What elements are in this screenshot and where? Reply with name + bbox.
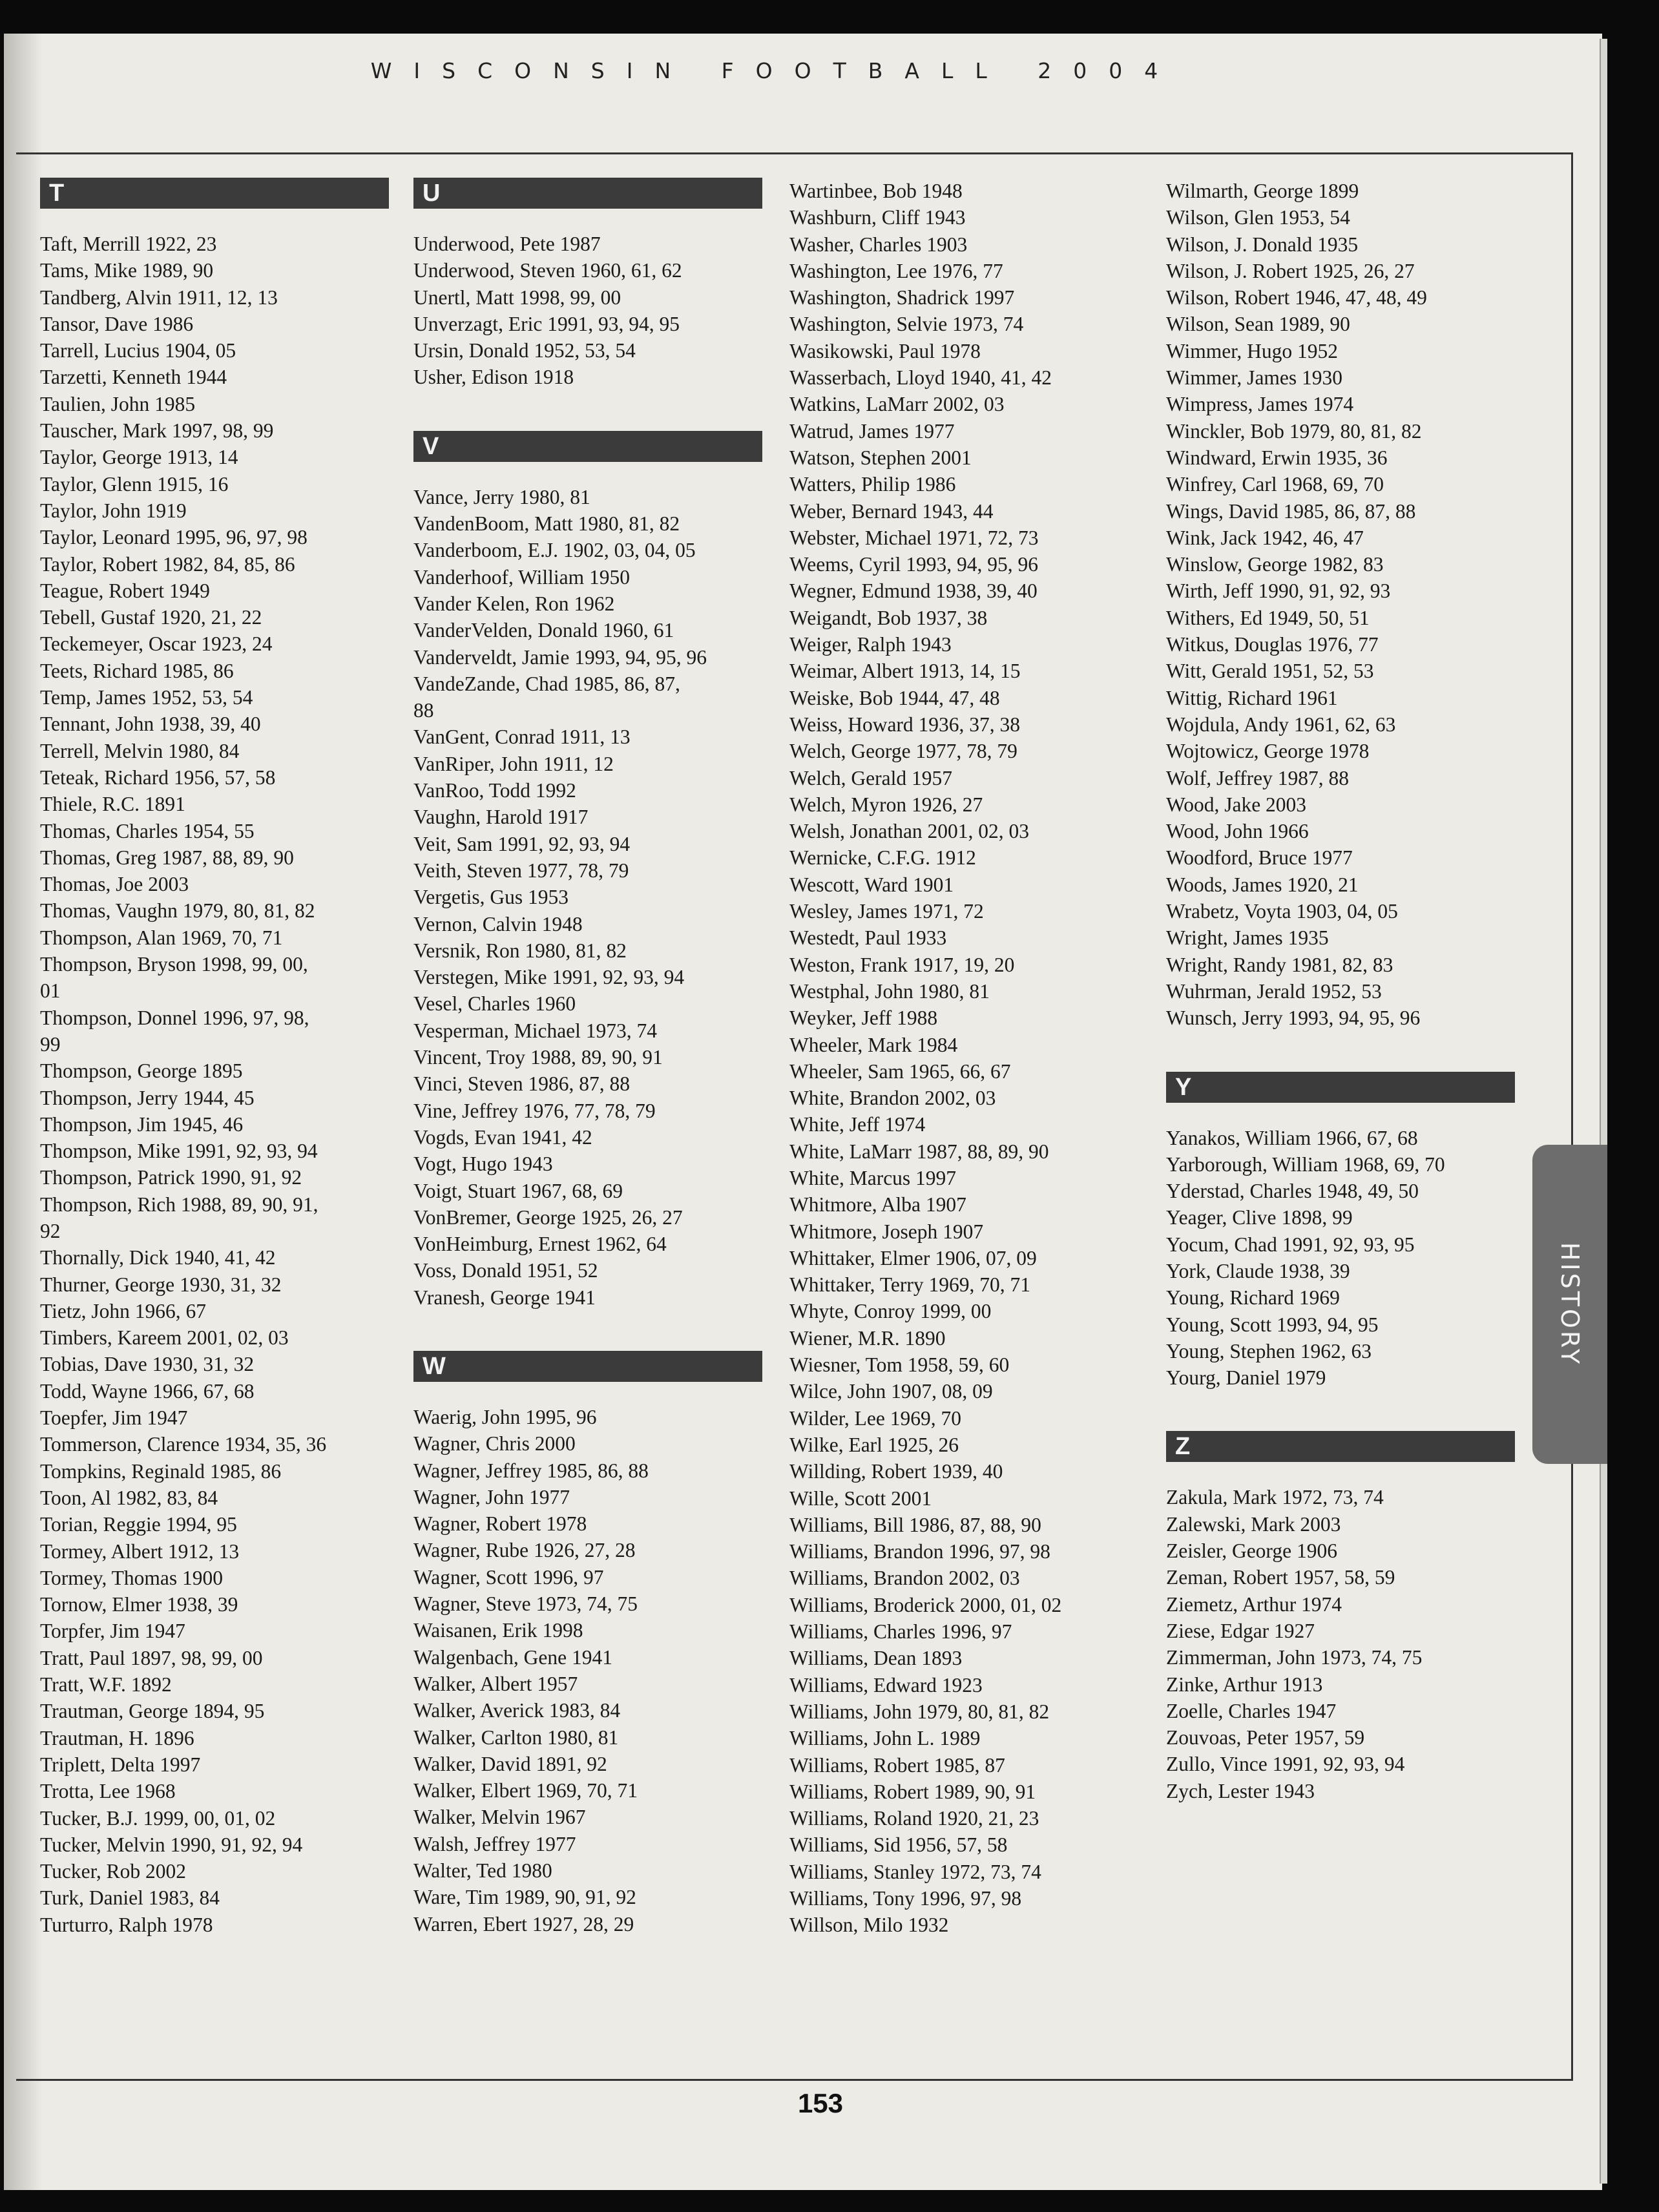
bottom-rule: [16, 2079, 1573, 2081]
roster-entry: Vesel, Charles 1960: [413, 992, 576, 1016]
roster-entry: Wagner, Chris 2000: [413, 1432, 576, 1456]
roster-entry: Williams, Brandon 2002, 03: [789, 1567, 1020, 1590]
roster-entry: Toon, Al 1982, 83, 84: [40, 1486, 218, 1509]
roster-entry: Thomas, Greg 1987, 88, 89, 90: [40, 846, 294, 869]
roster-entry: Williams, Tony 1996, 97, 98: [789, 1887, 1022, 1910]
roster-entry: Weigandt, Bob 1937, 38: [789, 606, 988, 629]
roster-entry: Watson, Stephen 2001: [789, 446, 972, 469]
roster-entry: Wille, Scott 2001: [789, 1487, 932, 1510]
roster-entry: Taylor, Robert 1982, 84, 85, 86: [40, 552, 295, 576]
roster-entry: Weston, Frank 1917, 19, 20: [789, 953, 1015, 976]
roster-entry: Witkus, Douglas 1976, 77: [1166, 633, 1379, 656]
roster-entry: Walter, Ted 1980: [413, 1859, 552, 1883]
column-1: [40, 178, 389, 1938]
roster-entry: VanRiper, John 1911, 12: [413, 752, 614, 775]
roster-entry: Weiger, Ralph 1943: [789, 633, 952, 656]
roster-entry: Thomas, Joe 2003: [40, 873, 189, 896]
roster-entry: Tansor, Dave 1986: [40, 312, 194, 335]
roster-entry: Ursin, Donald 1952, 53, 54: [413, 339, 636, 362]
roster-entry: Terrell, Melvin 1980, 84: [40, 739, 240, 762]
roster-entry: Wuhrman, Jerald 1952, 53: [1166, 979, 1382, 1003]
roster-entry: Young, Stephen 1962, 63: [1166, 1339, 1372, 1362]
roster-entry: VandeZande, Chad 1985, 86, 87,: [413, 672, 680, 695]
roster-entry: Whyte, Conroy 1999, 00: [789, 1300, 992, 1323]
roster-entry: Taulien, John 1985: [40, 392, 196, 415]
roster-entry: Washington, Shadrick 1997: [789, 286, 1015, 309]
roster-entry: Williams, Robert 1985, 87: [789, 1753, 1005, 1777]
roster-entry: Zeisler, George 1906: [1166, 1539, 1337, 1563]
roster-entry: Wilson, Robert 1946, 47, 48, 49: [1166, 286, 1427, 309]
top-rule: [16, 152, 1573, 154]
roster-entry: Webster, Michael 1971, 72, 73: [789, 526, 1039, 549]
roster-entry: Vaughn, Harold 1917: [413, 806, 589, 829]
roster-entry: Yocum, Chad 1991, 92, 93, 95: [1166, 1233, 1415, 1256]
roster-entry: Vanderveldt, Jamie 1993, 94, 95, 96: [413, 645, 707, 669]
roster-entry: Wernicke, C.F.G. 1912: [789, 846, 976, 870]
roster-entry: Whittaker, Terry 1969, 70, 71: [789, 1273, 1030, 1297]
roster-entry: Turk, Daniel 1983, 84: [40, 1886, 220, 1910]
running-head: WISCONSIN FOOTBALL 2004: [370, 58, 1180, 83]
roster-entry: Thompson, Jerry 1944, 45: [40, 1086, 255, 1109]
roster-entry: Wilder, Lee 1969, 70: [789, 1406, 962, 1430]
roster-entry: Weiske, Bob 1944, 47, 48: [789, 686, 1000, 709]
roster-entry: Unverzagt, Eric 1991, 93, 94, 95: [413, 312, 680, 335]
roster-entry: VonHeimburg, Ernest 1962, 64: [413, 1233, 667, 1256]
roster-entry: Underwood, Pete 1987: [413, 233, 601, 255]
roster-entry: Usher, Edison 1918: [413, 366, 574, 389]
roster-entry: Williams, Bill 1986, 87, 88, 90: [789, 1513, 1041, 1536]
roster-entry: Waisanen, Erik 1998: [413, 1619, 583, 1642]
roster-entry: Teckemeyer, Oscar 1923, 24: [40, 632, 273, 656]
roster-entry: Tarrell, Lucius 1904, 05: [40, 339, 236, 362]
roster-entry: Yourg, Daniel 1979: [1166, 1366, 1326, 1390]
roster-entry: Thompson, George 1895: [40, 1059, 243, 1083]
section-header-w: W: [413, 1351, 762, 1382]
roster-entry: Triplett, Delta 1997: [40, 1753, 201, 1776]
name-list-w-part-1: [413, 1404, 762, 1937]
roster-entry: Welch, Myron 1926, 27: [789, 793, 983, 816]
roster-entry: Thompson, Mike 1991, 92, 93, 94: [40, 1140, 318, 1163]
roster-entry: Vergetis, Gus 1953: [413, 886, 569, 909]
roster-entry: Zakula, Mark 1972, 73, 74: [1166, 1486, 1384, 1509]
roster-entry: Weber, Bernard 1943, 44: [789, 499, 994, 523]
roster-entry: Wagner, Rube 1926, 27, 28: [413, 1539, 636, 1562]
roster-entry: Tietz, John 1966, 67: [40, 1299, 206, 1322]
roster-entry: Wilson, J. Donald 1935: [1166, 233, 1359, 256]
roster-entry: Tauscher, Mark 1997, 98, 99: [40, 419, 274, 443]
roster-entry: Tornow, Elmer 1938, 39: [40, 1593, 238, 1616]
roster-entry: Vesperman, Michael 1973, 74: [413, 1019, 658, 1042]
roster-entry: Wright, James 1935: [1166, 926, 1329, 950]
roster-entry: Wilson, J. Robert 1925, 26, 27: [1166, 259, 1415, 282]
column-4: [1166, 178, 1515, 1804]
roster-entry: Thiele, R.C. 1891: [40, 793, 185, 816]
roster-entry: Torpfer, Jim 1947: [40, 1620, 185, 1643]
roster-entry: Tratt, W.F. 1892: [40, 1673, 172, 1696]
roster-entry: Wagner, John 1977: [413, 1485, 570, 1508]
name-list-w-part-3: [1166, 178, 1515, 1032]
roster-entry: Wilke, Earl 1925, 26: [789, 1433, 959, 1456]
roster-entry: Wunsch, Jerry 1993, 94, 95, 96: [1166, 1007, 1421, 1030]
roster-entry: Temp, James 1952, 53, 54: [40, 686, 253, 709]
section-header-v: V: [413, 431, 762, 462]
roster-entry: VandenBoom, Matt 1980, 81, 82: [413, 512, 680, 536]
roster-entry: Williams, Dean 1893: [789, 1647, 963, 1670]
roster-entry: Yanakos, William 1966, 67, 68: [1166, 1126, 1418, 1149]
roster-entry: Wilson, Glen 1953, 54: [1166, 206, 1350, 229]
roster-entry: Washburn, Cliff 1943: [789, 206, 966, 229]
roster-entry: Wimpress, James 1974: [1166, 393, 1354, 416]
roster-entry: Wimmer, James 1930: [1166, 366, 1343, 390]
roster-entry: Walgenbach, Gene 1941: [413, 1645, 612, 1669]
roster-entry: Versnik, Ron 1980, 81, 82: [413, 939, 627, 962]
roster-entry: Weyker, Jeff 1988: [789, 1007, 938, 1030]
name-list-t: [40, 231, 389, 1938]
roster-entry: Wood, John 1966: [1166, 820, 1309, 843]
roster-entry: Vanderboom, E.J. 1902, 03, 04, 05: [413, 539, 696, 562]
roster-entry: Welch, George 1977, 78, 79: [789, 740, 1017, 763]
roster-entry: Wescott, Ward 1901: [789, 873, 954, 896]
roster-entry: Wheeler, Sam 1965, 66, 67: [789, 1059, 1011, 1083]
roster-entry: Washington, Selvie 1973, 74: [789, 313, 1024, 336]
roster-entry: Thompson, Rich 1988, 89, 90, 91,: [40, 1193, 318, 1216]
roster-entry: Thomas, Vaughn 1979, 80, 81, 82: [40, 899, 315, 923]
roster-entry: Young, Richard 1969: [1166, 1286, 1340, 1309]
roster-entry: VonBremer, George 1925, 26, 27: [413, 1205, 683, 1229]
roster-entry: Witt, Gerald 1951, 52, 53: [1166, 660, 1374, 683]
roster-entry: Whitmore, Joseph 1907: [789, 1220, 984, 1243]
roster-entry: 92: [40, 1219, 61, 1242]
name-list-z: [1166, 1484, 1515, 1804]
roster-entry: Vander Kelen, Ron 1962: [413, 592, 615, 615]
roster-entry: Wolf, Jeffrey 1987, 88: [1166, 766, 1349, 789]
roster-entry: Wrabetz, Voyta 1903, 04, 05: [1166, 900, 1398, 923]
roster-entry: Zouvoas, Peter 1957, 59: [1166, 1726, 1365, 1749]
roster-entry: Thompson, Alan 1969, 70, 71: [40, 926, 283, 949]
roster-entry: Wilmarth, George 1899: [1166, 180, 1359, 202]
roster-entry: Young, Scott 1993, 94, 95: [1166, 1313, 1379, 1336]
roster-entry: Tompkins, Reginald 1985, 86: [40, 1459, 282, 1483]
roster-entry: Taylor, John 1919: [40, 499, 187, 522]
roster-entry: White, Jeff 1974: [789, 1113, 926, 1136]
roster-entry: Vance, Jerry 1980, 81: [413, 485, 590, 508]
roster-entry: Toepfer, Jim 1947: [40, 1406, 188, 1430]
roster-entry: Tormey, Albert 1912, 13: [40, 1539, 240, 1563]
section-header-t: T: [40, 178, 389, 209]
roster-entry: Taylor, George 1913, 14: [40, 446, 238, 469]
roster-entry: Whitmore, Alba 1907: [789, 1193, 966, 1216]
roster-entry: Teague, Robert 1949: [40, 579, 210, 602]
roster-entry: Wiesner, Tom 1958, 59, 60: [789, 1353, 1010, 1377]
roster-entry: Waerig, John 1995, 96: [413, 1405, 597, 1428]
roster-entry: Trotta, Lee 1968: [40, 1780, 176, 1803]
roster-entry: Vogt, Hugo 1943: [413, 1153, 553, 1176]
roster-entry: Welsh, Jonathan 2001, 02, 03: [789, 820, 1030, 843]
roster-entry: Williams, Roland 1920, 21, 23: [789, 1807, 1039, 1830]
roster-entry: Taylor, Glenn 1915, 16: [40, 472, 229, 496]
roster-entry: Washington, Lee 1976, 77: [789, 259, 1003, 282]
roster-entry: Woods, James 1920, 21: [1166, 873, 1359, 896]
roster-entry: 99: [40, 1032, 61, 1056]
roster-entry: Vranesh, George 1941: [413, 1286, 596, 1309]
roster-entry: Vine, Jeffrey 1976, 77, 78, 79: [413, 1099, 656, 1122]
roster-entry: Walker, Averick 1983, 84: [413, 1699, 621, 1722]
roster-entry: Wheeler, Mark 1984: [789, 1033, 958, 1056]
roster-entry: Ware, Tim 1989, 90, 91, 92: [413, 1886, 636, 1909]
roster-entry: Watters, Philip 1986: [789, 473, 956, 496]
roster-entry: Vanderhoof, William 1950: [413, 565, 630, 589]
roster-entry: Tormey, Thomas 1900: [40, 1566, 224, 1589]
roster-entry: White, Brandon 2002, 03: [789, 1087, 996, 1110]
roster-entry: Tobias, Dave 1930, 31, 32: [40, 1353, 255, 1376]
roster-entry: Tucker, B.J. 1999, 00, 01, 02: [40, 1806, 276, 1830]
roster-entry: Yarborough, William 1968, 69, 70: [1166, 1153, 1445, 1176]
roster-entry: Wagner, Steve 1973, 74, 75: [413, 1592, 638, 1616]
roster-entry: York, Claude 1938, 39: [1166, 1259, 1350, 1282]
roster-entry: Zalewski, Mark 2003: [1166, 1512, 1341, 1536]
roster-entry: Warren, Ebert 1927, 28, 29: [413, 1912, 634, 1936]
roster-entry: Zoelle, Charles 1947: [1166, 1699, 1337, 1722]
roster-entry: Wilson, Sean 1989, 90: [1166, 313, 1350, 336]
name-list-u: [413, 231, 762, 391]
roster-entry: Wagner, Scott 1996, 97: [413, 1565, 604, 1589]
roster-entry: Tucker, Melvin 1990, 91, 92, 94: [40, 1833, 303, 1856]
section-header-z: Z: [1166, 1431, 1515, 1462]
roster-entry: Willding, Robert 1939, 40: [789, 1460, 1003, 1483]
roster-entry: Torian, Reggie 1994, 95: [40, 1513, 237, 1536]
roster-entry: Thompson, Donnel 1996, 97, 98,: [40, 1006, 309, 1029]
column-3: [789, 178, 1138, 1939]
roster-entry: Westedt, Paul 1933: [789, 926, 947, 950]
roster-entry: Whittaker, Elmer 1906, 07, 09: [789, 1246, 1037, 1269]
roster-entry: Woodford, Bruce 1977: [1166, 846, 1353, 870]
roster-entry: VanRoo, Todd 1992: [413, 779, 576, 802]
roster-entry: Zeman, Robert 1957, 58, 59: [1166, 1566, 1395, 1589]
right-rule: [1571, 152, 1573, 2081]
roster-entry: VanderVelden, Donald 1960, 61: [413, 619, 674, 642]
column-2: [413, 178, 762, 1937]
roster-entry: Unertl, Matt 1998, 99, 00: [413, 286, 621, 309]
roster-entry: Walsh, Jeffrey 1977: [413, 1832, 576, 1855]
section-header-y: Y: [1166, 1072, 1515, 1103]
roster-entry: Veith, Steven 1977, 78, 79: [413, 859, 629, 882]
roster-entry: Williams, John L. 1989: [789, 1727, 981, 1750]
roster-entry: 88: [413, 699, 434, 722]
roster-entry: Wasikowski, Paul 1978: [789, 339, 981, 362]
roster-entry: Thompson, Patrick 1990, 91, 92: [40, 1166, 302, 1189]
roster-entry: Turturro, Ralph 1978: [40, 1913, 213, 1936]
roster-entry: Tandberg, Alvin 1911, 12, 13: [40, 286, 278, 309]
roster-entry: Taylor, Leonard 1995, 96, 97, 98: [40, 526, 308, 549]
roster-entry: 01: [40, 979, 61, 1003]
roster-entry: Williams, Sid 1956, 57, 58: [789, 1833, 1008, 1857]
roster-entry: Zych, Lester 1943: [1166, 1779, 1315, 1802]
roster-entry: Wagner, Robert 1978: [413, 1512, 587, 1536]
roster-entry: White, Marcus 1997: [789, 1166, 957, 1189]
roster-entry: Wasserbach, Lloyd 1940, 41, 42: [789, 366, 1052, 390]
roster-entry: Wegner, Edmund 1938, 39, 40: [789, 579, 1038, 603]
roster-entry: Willson, Milo 1932: [789, 1914, 949, 1937]
name-list-v: [413, 484, 762, 1311]
roster-entry: Williams, Brandon 1996, 97, 98: [789, 1540, 1050, 1563]
roster-entry: Thompson, Jim 1945, 46: [40, 1112, 244, 1136]
roster-entry: Wright, Randy 1981, 82, 83: [1166, 953, 1393, 976]
roster-entry: Veit, Sam 1991, 92, 93, 94: [413, 832, 631, 855]
roster-entry: Weiss, Howard 1936, 37, 38: [789, 713, 1021, 736]
page-gutter-shadow: [4, 34, 43, 2190]
roster-entry: Walker, David 1891, 92: [413, 1752, 607, 1775]
name-list-y: [1166, 1125, 1515, 1392]
roster-entry: Zimmerman, John 1973, 74, 75: [1166, 1646, 1423, 1669]
roster-entry: Wimmer, Hugo 1952: [1166, 339, 1339, 362]
roster-entry: Yderstad, Charles 1948, 49, 50: [1166, 1180, 1419, 1203]
roster-entry: Voigt, Stuart 1967, 68, 69: [413, 1179, 623, 1202]
roster-entry: Trautman, George 1894, 95: [40, 1700, 265, 1723]
history-section-tab: [1532, 1145, 1607, 1464]
roster-entry: Thomas, Charles 1954, 55: [40, 819, 255, 842]
roster-entry: Vincent, Troy 1988, 89, 90, 91: [413, 1046, 663, 1069]
roster-entry: Weems, Cyril 1993, 94, 95, 96: [789, 553, 1039, 576]
roster-entry: VanGent, Conrad 1911, 13: [413, 725, 631, 749]
roster-entry: Ziese, Edgar 1927: [1166, 1619, 1315, 1642]
roster-entry: Williams, Stanley 1972, 73, 74: [789, 1860, 1041, 1883]
roster-entry: Washer, Charles 1903: [789, 233, 968, 256]
roster-entry: Withers, Ed 1949, 50, 51: [1166, 606, 1370, 629]
roster-entry: Watkins, LaMarr 2002, 03: [789, 393, 1005, 416]
roster-entry: Westphal, John 1980, 81: [789, 979, 990, 1003]
name-list-w-part-2: [789, 178, 1138, 1939]
roster-entry: Teets, Richard 1985, 86: [40, 659, 234, 682]
page-edge: [1600, 39, 1607, 2184]
roster-entry: Thompson, Bryson 1998, 99, 00,: [40, 953, 308, 976]
roster-entry: Zinke, Arthur 1913: [1166, 1673, 1323, 1696]
roster-entry: Verstegen, Mike 1991, 92, 93, 94: [413, 966, 685, 989]
roster-entry: Tratt, Paul 1897, 98, 99, 00: [40, 1646, 263, 1669]
history-tab-label: HISTORY: [1556, 1242, 1584, 1367]
roster-entry: Winckler, Bob 1979, 80, 81, 82: [1166, 419, 1422, 443]
roster-entry: Tams, Mike 1989, 90: [40, 259, 214, 282]
roster-entry: Williams, John 1979, 80, 81, 82: [789, 1700, 1050, 1723]
roster-entry: Wittig, Richard 1961: [1166, 686, 1338, 709]
roster-entry: Walker, Melvin 1967: [413, 1806, 586, 1829]
roster-entry: Todd, Wayne 1966, 67, 68: [40, 1379, 255, 1403]
roster-entry: Ziemetz, Arthur 1974: [1166, 1592, 1342, 1616]
roster-entry: Weimar, Albert 1913, 14, 15: [789, 660, 1021, 683]
roster-entry: Wilce, John 1907, 08, 09: [789, 1380, 993, 1403]
roster-entry: Walker, Elbert 1969, 70, 71: [413, 1779, 638, 1802]
roster-entry: Winslow, George 1982, 83: [1166, 553, 1384, 576]
roster-entry: Wings, David 1985, 86, 87, 88: [1166, 499, 1416, 523]
roster-entry: Wesley, James 1971, 72: [789, 900, 984, 923]
roster-entry: Vogds, Evan 1941, 42: [413, 1125, 592, 1149]
roster-entry: Taft, Merrill 1922, 23: [40, 233, 217, 255]
roster-entry: Thornally, Dick 1940, 41, 42: [40, 1246, 276, 1269]
roster-entry: Watrud, James 1977: [789, 419, 955, 443]
roster-entry: Tebell, Gustaf 1920, 21, 22: [40, 606, 262, 629]
roster-entry: Underwood, Steven 1960, 61, 62: [413, 259, 682, 282]
roster-entry: Wartinbee, Bob 1948: [789, 180, 963, 202]
roster-entry: Voss, Donald 1951, 52: [413, 1259, 598, 1282]
roster-entry: Wink, Jack 1942, 46, 47: [1166, 526, 1364, 549]
roster-entry: Winfrey, Carl 1968, 69, 70: [1166, 473, 1384, 496]
roster-entry: Zullo, Vince 1991, 92, 93, 94: [1166, 1753, 1405, 1776]
roster-entry: Tommerson, Clarence 1934, 35, 36: [40, 1433, 327, 1456]
roster-entry: Vernon, Calvin 1948: [413, 912, 583, 935]
roster-entry: Yeager, Clive 1898, 99: [1166, 1206, 1353, 1229]
roster-entry: Wirth, Jeff 1990, 91, 92, 93: [1166, 579, 1391, 603]
roster-entry: Timbers, Kareem 2001, 02, 03: [40, 1326, 289, 1350]
roster-entry: Vinci, Steven 1986, 87, 88: [413, 1072, 630, 1096]
roster-entry: Walker, Carlton 1980, 81: [413, 1726, 619, 1749]
roster-entry: Teteak, Richard 1956, 57, 58: [40, 766, 276, 789]
roster-entry: Wiener, M.R. 1890: [789, 1326, 946, 1350]
page-number: 153: [797, 2088, 844, 2118]
roster-entry: Walker, Albert 1957: [413, 1672, 578, 1695]
roster-entry: Wojtowicz, George 1978: [1166, 740, 1370, 763]
roster-entry: Trautman, H. 1896: [40, 1726, 194, 1749]
roster-entry: Thurner, George 1930, 31, 32: [40, 1273, 282, 1296]
roster-entry: Tucker, Rob 2002: [40, 1860, 186, 1883]
roster-entry: Windward, Erwin 1935, 36: [1166, 446, 1388, 469]
roster-entry: Williams, Robert 1989, 90, 91: [789, 1780, 1036, 1803]
roster-entry: Williams, Broderick 2000, 01, 02: [789, 1593, 1062, 1616]
roster-entry: Welch, Gerald 1957: [789, 766, 952, 789]
roster-entry: Wood, Jake 2003: [1166, 793, 1307, 816]
roster-entry: Williams, Charles 1996, 97: [789, 1620, 1012, 1643]
roster-entry: Williams, Edward 1923: [789, 1673, 983, 1696]
section-header-u: U: [413, 178, 762, 209]
roster-entry: Tarzetti, Kenneth 1944: [40, 366, 227, 389]
roster-entry: Tennant, John 1938, 39, 40: [40, 713, 261, 736]
roster-entry: Wagner, Jeffrey 1985, 86, 88: [413, 1459, 649, 1482]
roster-entry: White, LaMarr 1987, 88, 89, 90: [789, 1140, 1049, 1163]
roster-entry: Wojdula, Andy 1961, 62, 63: [1166, 713, 1396, 736]
